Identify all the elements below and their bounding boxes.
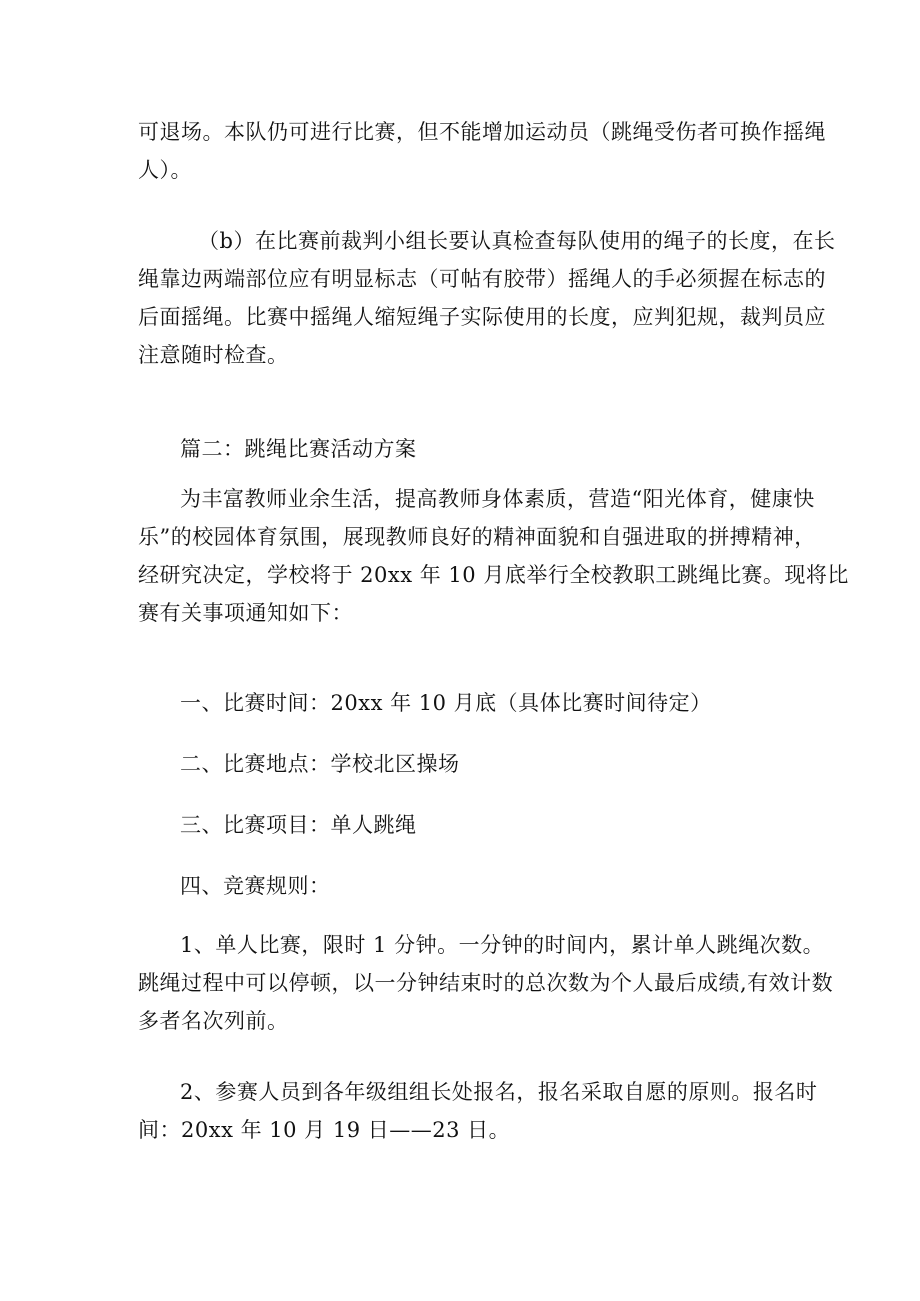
text-line: 经研究决定，学校将于 20xx 年 10 月底举行全校教职工跳绳比赛。现将比 [138,563,849,587]
item-competition-time: 一、比赛时间：20xx 年 10 月底（具体比赛时间待定） [180,691,712,715]
text-line: 绳靠边两端部位应有明显标志（可帖有胶带）摇绳人的手必须握在标志的 [138,267,826,291]
text-line: 多者名次列前。 [138,1009,289,1033]
text-line: 2、参赛人员到各年级组组长处报名，报名采取自愿的原则。报名时 [180,1080,818,1104]
text-line: 为丰富教师业余生活，提高教师身体素质，营造“阳光体育，健康快 [180,487,815,511]
paragraph-rule-1 [138,926,834,1040]
paragraph-intro [138,480,849,632]
item-competition-venue: 二、比赛地点：学校北区操场 [180,752,460,776]
text-line: 注意随时检查。 [138,343,289,367]
paragraph-rule-2 [138,1073,818,1149]
text-line: 后面摇绳。比赛中摇绳人缩短绳子实际使用的长度，应判犯规，裁判员应 [138,305,826,329]
text-line: 人）。 [138,158,192,182]
section-title: 篇二：跳绳比赛活动方案 [180,437,417,461]
paragraph-rope-length-rule [138,222,836,374]
item-competition-event: 三、比赛项目：单人跳绳 [180,813,417,837]
text-line: 跳绳过程中可以停顿，以一分钟结束时的总次数为个人最后成绩,有效计数 [138,971,834,995]
text-line: 可退场。本队仍可进行比赛，但不能增加运动员（跳绳受伤者可换作摇绳 [138,120,826,144]
text-line: 1、单人比赛，限时 1 分钟。一分钟的时间内，累计单人跳绳次数。 [180,933,825,957]
text-line: 间：20xx 年 10 月 19 日——23 日。 [138,1118,511,1142]
item-competition-rules: 四、竞赛规则： [180,874,331,898]
paragraph-substitution-rule [138,113,826,189]
text-line: 赛有关事项通知如下： [138,601,353,625]
text-line: 乐”的校园体育氛围，展现教师良好的精神面貌和自强进取的拼搏精神， [138,525,816,549]
text-line: （b）在比赛前裁判小组长要认真检查每队使用的绳子的长度，在长 [198,229,836,253]
